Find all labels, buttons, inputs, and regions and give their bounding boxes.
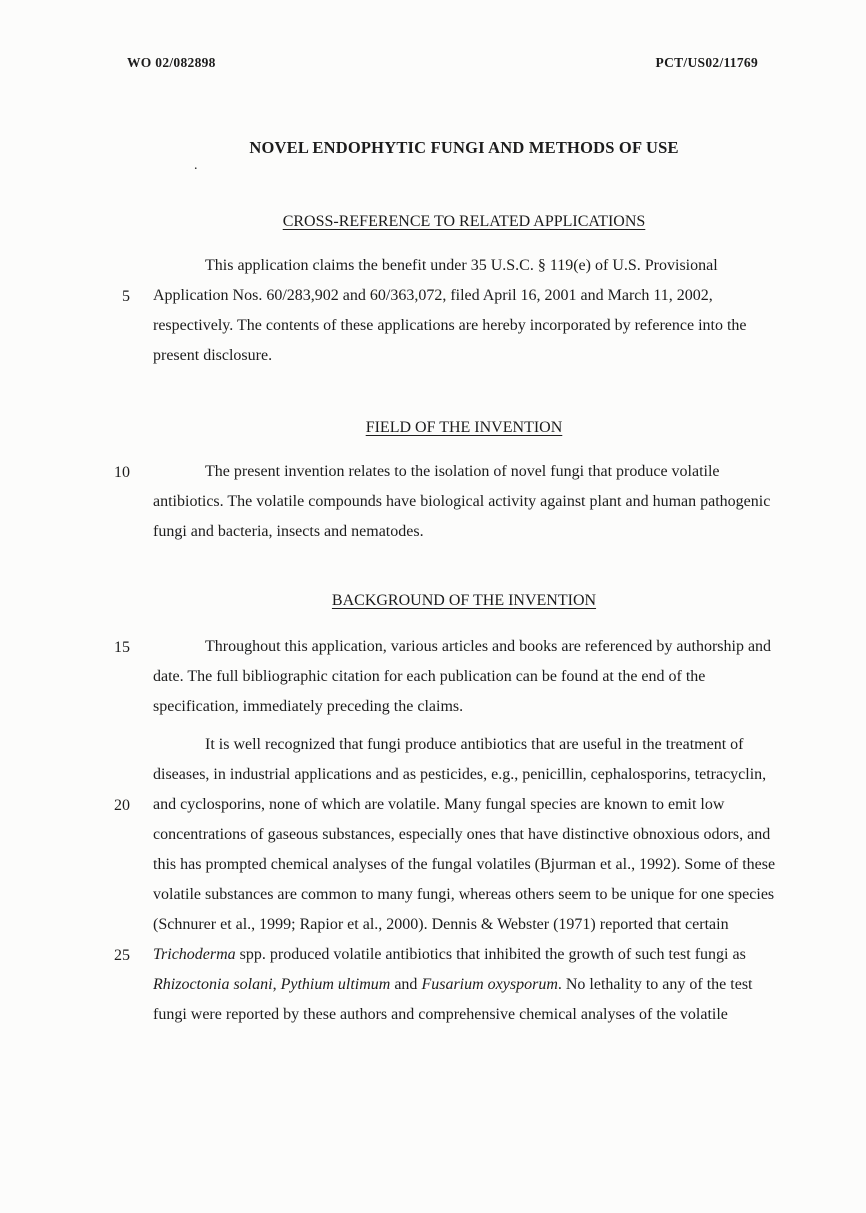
species-name-fusarium-oxysporum: Fusarium oxysporum — [421, 976, 558, 993]
background-paragraph-1: Throughout this application, various articles and books are referenced by authorship and date. The full bibliographic citation for each publication can be found at the end of the specification, immediately preceding the claims. — [153, 638, 772, 715]
margin-line-number-20: 20 — [114, 797, 130, 814]
field-of-invention-paragraph: The present invention relates to the isolation of novel fungi that produce volatile antibiotics. The volatile compounds have biological activity against plant and human pathogenic fungi and bacteria, insects and nematodes. — [153, 463, 771, 540]
publication-number: WO 02/082898 — [127, 55, 216, 70]
background-paragraph-2-text: , — [272, 976, 281, 993]
application-number: PCT/US02/11769 — [655, 55, 758, 70]
species-name-pythium-ultimum: Pythium ultimum — [280, 976, 391, 993]
scan-artifact-dot: . — [194, 158, 198, 173]
page-header — [127, 55, 758, 71]
species-name-trichoderma: Trichoderma — [153, 946, 236, 963]
margin-line-number-25: 25 — [114, 947, 130, 964]
margin-line-number-15: 15 — [114, 639, 130, 656]
species-name-rhizoctonia-solani: Rhizoctonia solani — [153, 976, 273, 993]
background-paragraph-2-text: spp. produced volatile antibiotics that inhibited the growth of such test fungi as — [235, 946, 746, 963]
background-paragraph-2-text: and — [390, 976, 422, 993]
background-paragraph-2 — [153, 730, 777, 1030]
background-paragraph-2-text: . No lethality to any of the test fungi were reported by these authors and comprehensive chemical analyses of the volatile — [153, 976, 753, 1023]
margin-line-number-5: 5 — [122, 288, 130, 305]
background-paragraph-2-text: It is well recognized that fungi produce antibiotics that are useful in the treatment of diseases, in industrial applications and as pesticides, e.g., penicillin, cephalosporins, tetracyclin, and cyclosporins, none of which are volatile. Many fungal species are known to emit low concentrations of gaseous substances, especially ones that have distinctive obnoxious odors, and this has prompted chemical analyses of the fungal volatiles (Bjurman et al., 1992). Some of these volatile substances are common to many fungi, whereas others seem to be unique for one species (Schnurer et al., 1999; Rapior et al., 2000). Dennis & Webster (1971) reported that certain — [153, 736, 776, 933]
document-title: NOVEL ENDOPHYTIC FUNGI AND METHODS OF USE — [249, 138, 679, 157]
section-heading-background: BACKGROUND OF THE INVENTION — [331, 592, 597, 609]
cross-reference-paragraph: This application claims the benefit under 35 U.S.C. § 119(e) of U.S. Provisional Application Nos. 60/283,902 and 60/363,072, filed April 16, 2001 and March 11, 2002, respectively. The contents of these applications are hereby incorporated by reference into the present disclosure. — [153, 257, 747, 364]
margin-line-number-10: 10 — [114, 464, 130, 481]
section-heading-field-of-invention: FIELD OF THE INVENTION — [365, 419, 563, 436]
section-heading-cross-reference: CROSS-REFERENCE TO RELATED APPLICATIONS — [282, 213, 646, 230]
